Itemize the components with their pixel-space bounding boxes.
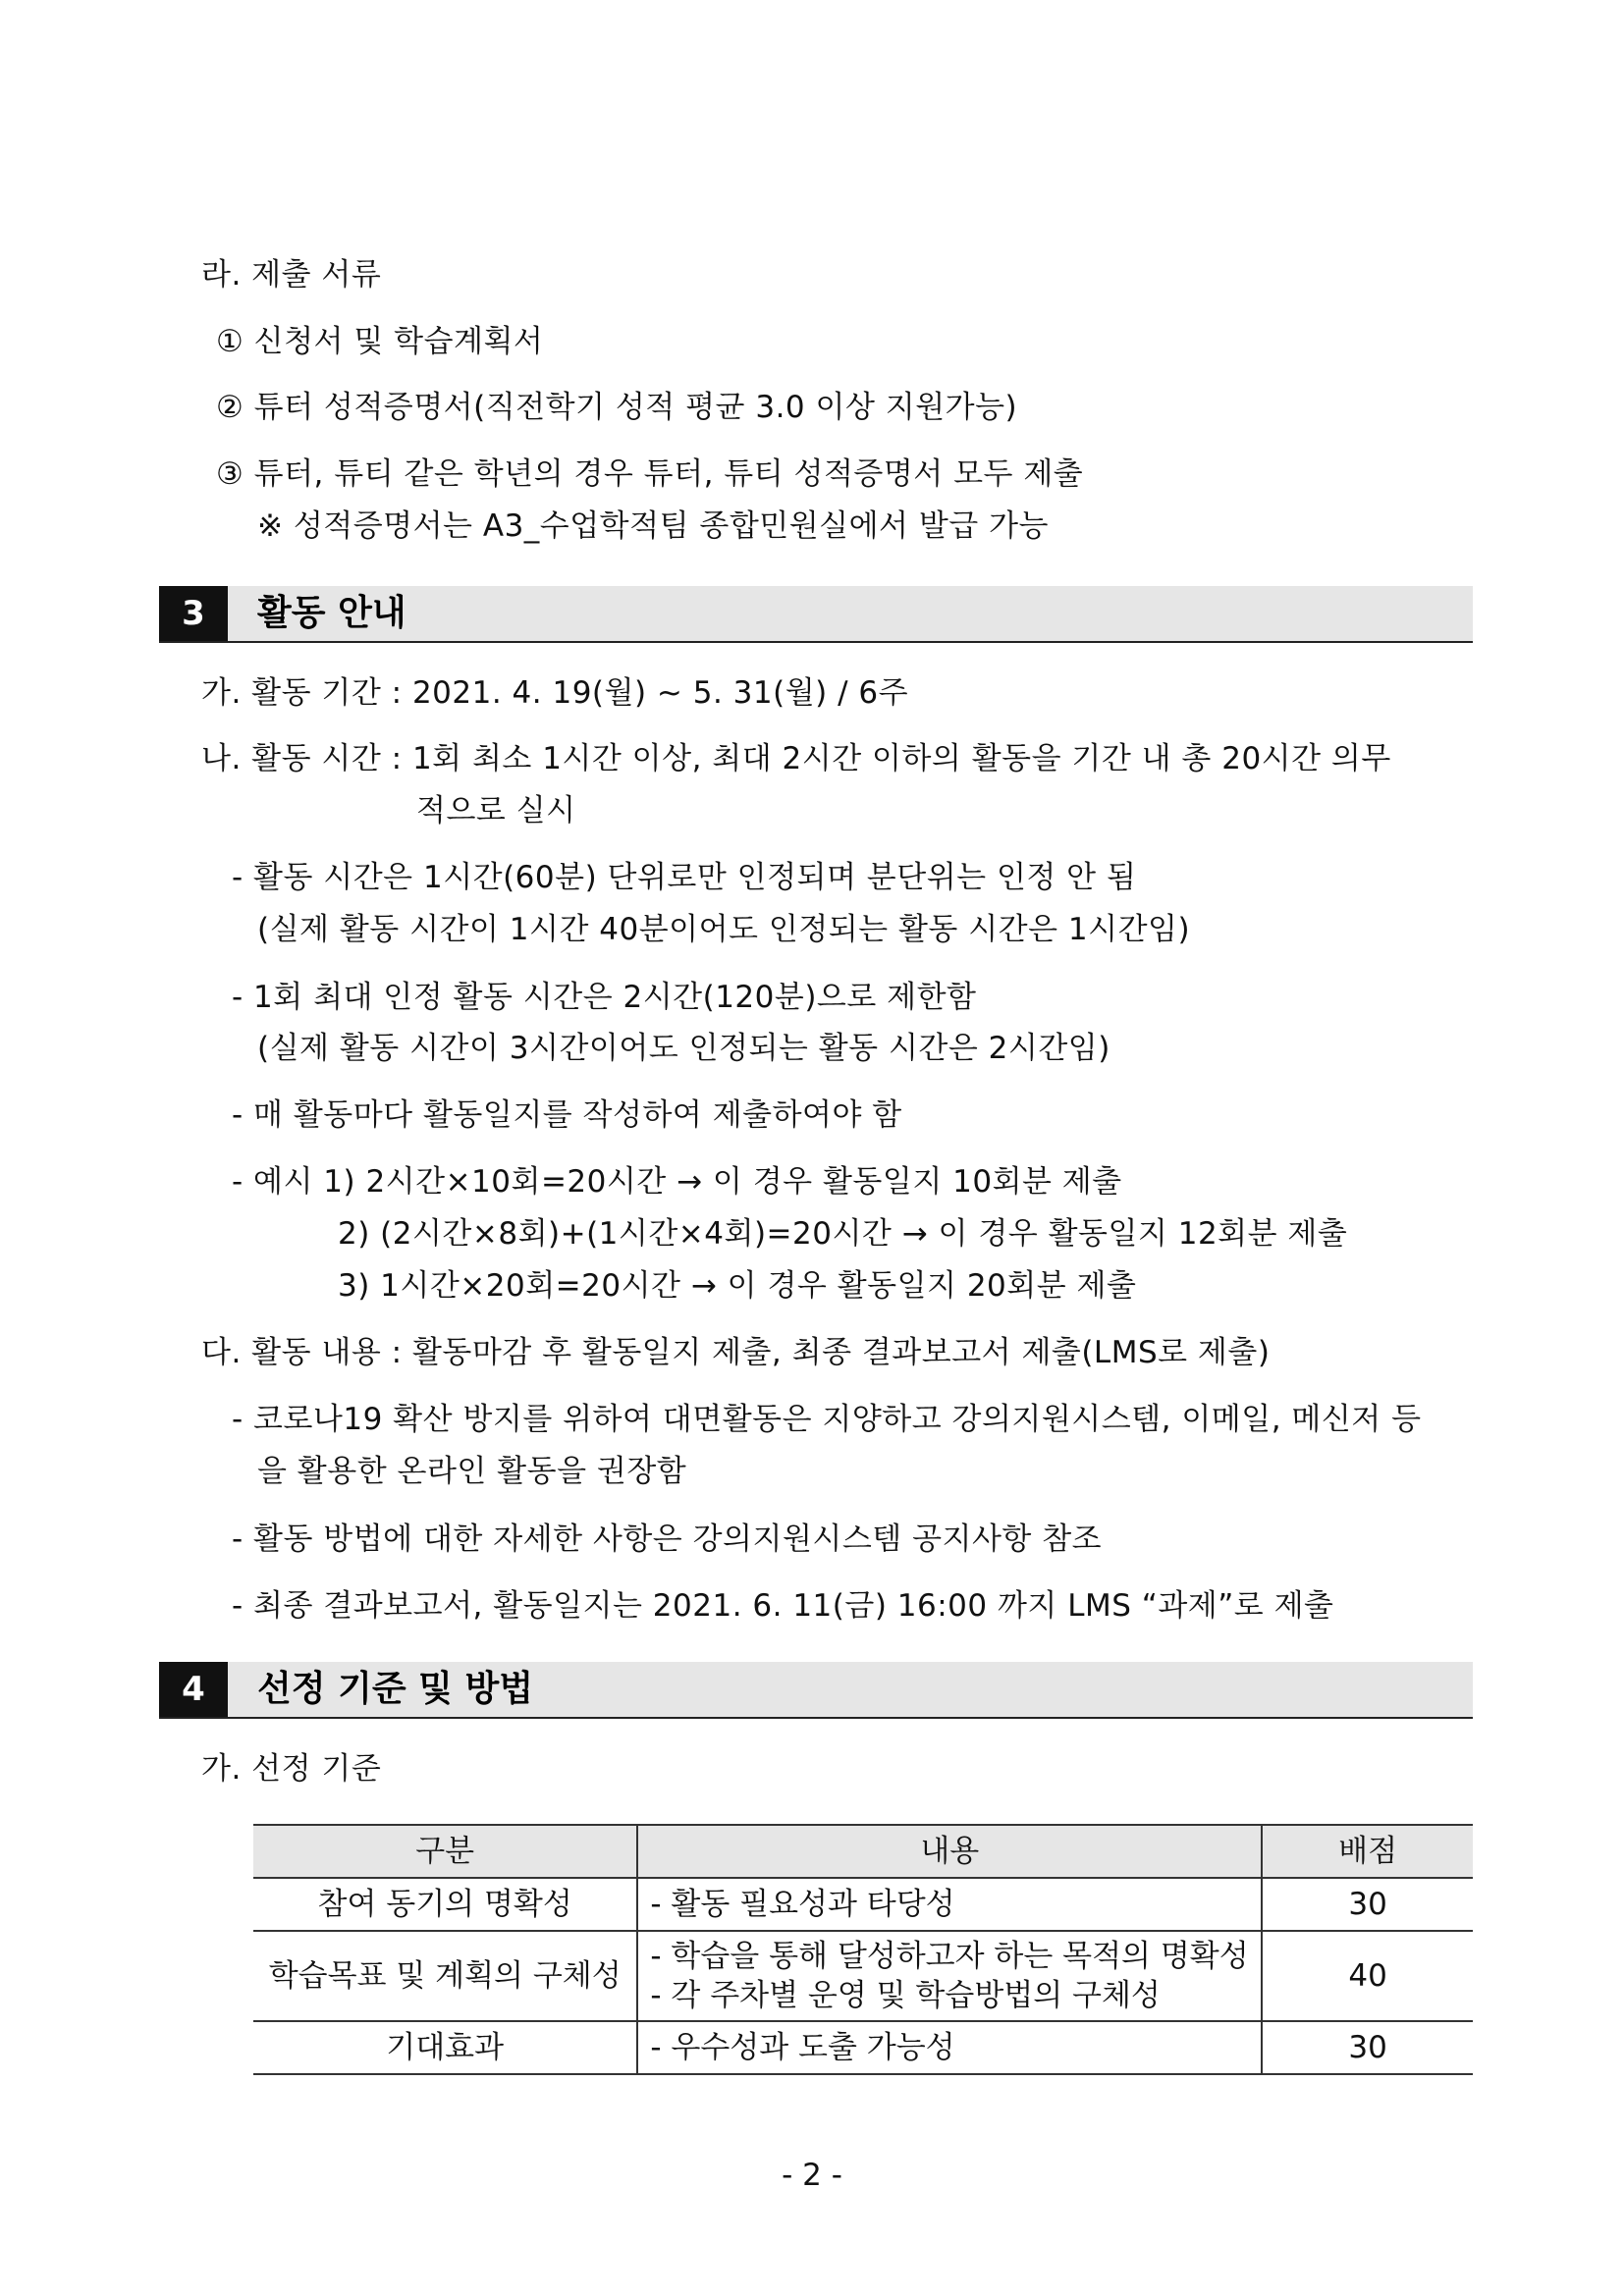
row-content — [637, 1878, 1262, 1931]
row-category: 기대효과 — [253, 2021, 637, 2074]
row-content-line: - 학습을 통해 달성하고자 하는 목적의 명확성 — [650, 1939, 1249, 1974]
criteria-table — [253, 1824, 1473, 2075]
time-bullet-1-line-1: - 활동 시간은 1시간(60분) 단위로만 인정되며 분단위는 인정 안 됨 — [232, 860, 1137, 895]
row-content — [637, 2021, 1262, 2074]
example-3: 3) 1시간×20회=20시간 → 이 경우 활동일지 20회분 제출 — [338, 1268, 1137, 1304]
row-content-line: - 각 주차별 운영 및 학습방법의 구체성 — [650, 1978, 1161, 2013]
submission-note: ※ 성적증명서는 A3_수업학적팀 종합민원실에서 발급 가능 — [257, 508, 1049, 544]
table-row — [253, 2021, 1473, 2074]
activity-period: 가. 활동 기간 : 2021. 4. 19(월) ~ 5. 31(월) / 6주 — [201, 675, 909, 711]
time-bullet-1-line-2: (실제 활동 시간이 1시간 40분이어도 인정되는 활동 시간은 1시간임) — [257, 912, 1191, 947]
table-header-row — [253, 1825, 1473, 1878]
section-3-header — [159, 586, 1473, 643]
section-3-number: 3 — [159, 586, 228, 641]
example-1: - 예시 1) 2시간×10회=20시간 → 이 경우 활동일지 10회분 제출 — [232, 1164, 1122, 1200]
submission-item-2: ② 튜터 성적증명서(직전학기 성적 평균 3.0 이상 지원가능) — [216, 390, 1018, 425]
example-2: 2) (2시간×8회)+(1시간×4회)=20시간 → 이 경우 활동일지 12회분 제출 — [338, 1216, 1348, 1252]
time-bullet-2-line-1: - 1회 최대 인정 활동 시간은 2시간(120분)으로 제한함 — [232, 980, 977, 1015]
activity-content: 다. 활동 내용 : 활동마감 후 활동일지 제출, 최종 결과보고서 제출(LMS로 제출) — [201, 1335, 1271, 1370]
submission-item-3: ③ 튜터, 튜티 같은 학년의 경우 튜터, 튜티 성적증명서 모두 제출 — [216, 456, 1084, 492]
row-category: 참여 동기의 명확성 — [253, 1878, 637, 1931]
table-row — [253, 1931, 1473, 2021]
row-content-line: - 우수성과 도출 가능성 — [650, 2030, 955, 2065]
section-4-header — [159, 1662, 1473, 1719]
row-score: 30 — [1262, 1878, 1473, 1931]
content-bullet-3: - 최종 결과보고서, 활동일지는 2021. 6. 11(금) 16:00 까지 LMS “과제”로 제출 — [232, 1588, 1334, 1624]
row-category: 학습목표 및 계획의 구체성 — [253, 1931, 637, 2021]
criteria-heading: 가. 선정 기준 — [201, 1751, 382, 1787]
row-content — [637, 1931, 1262, 2021]
header-score: 배점 — [1262, 1825, 1473, 1878]
row-score: 40 — [1262, 1931, 1473, 2021]
submission-item-1: ① 신청서 및 학습계획서 — [216, 324, 544, 359]
section-3-title: 활동 안내 — [257, 593, 406, 633]
section-4-number: 4 — [159, 1662, 228, 1717]
header-category: 구분 — [253, 1825, 637, 1878]
section-4-title: 선정 기준 및 방법 — [257, 1669, 534, 1709]
submission-heading: 라. 제출 서류 — [201, 257, 382, 293]
header-content: 내용 — [637, 1825, 1262, 1878]
time-bullet-3: - 매 활동마다 활동일지를 작성하여 제출하여야 함 — [232, 1097, 902, 1133]
page-number: - 2 - — [782, 2158, 842, 2193]
row-content-line: - 활동 필요성과 타당성 — [650, 1887, 955, 1922]
content-bullet-1-line-2: 을 활용한 온라인 활동을 권장함 — [257, 1454, 687, 1489]
activity-time-line-2: 적으로 실시 — [416, 793, 576, 828]
content-bullet-2: - 활동 방법에 대한 자세한 사항은 강의지원시스템 공지사항 참조 — [232, 1522, 1103, 1557]
table-row — [253, 1878, 1473, 1931]
time-bullet-2-line-2: (실제 활동 시간이 3시간이어도 인정되는 활동 시간은 2시간임) — [257, 1031, 1110, 1066]
content-bullet-1-line-1: - 코로나19 확산 방지를 위하여 대면활동은 지양하고 강의지원시스템, 이메일, 메신저 등 — [232, 1402, 1422, 1437]
row-score: 30 — [1262, 2021, 1473, 2074]
activity-time-line-1: 나. 활동 시간 : 1회 최소 1시간 이상, 최대 2시간 이하의 활동을 기간 내 총 20시간 의무 — [201, 741, 1391, 776]
